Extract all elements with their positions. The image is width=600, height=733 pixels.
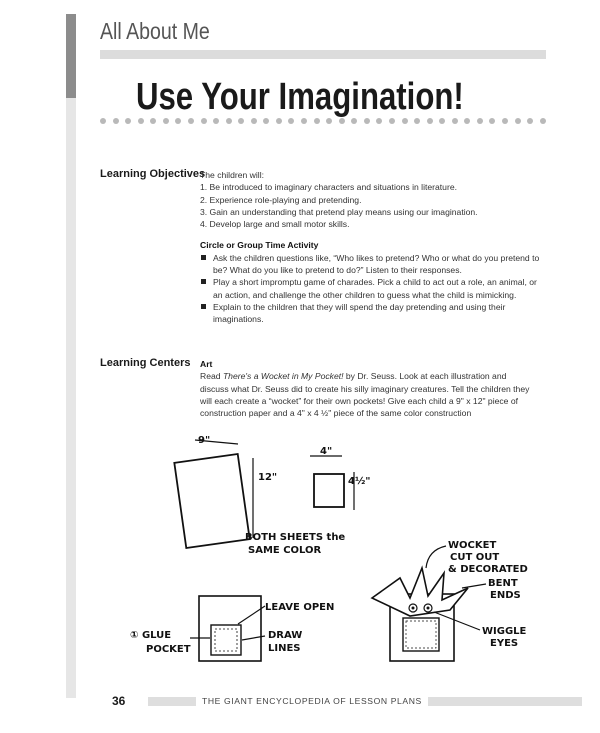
divider-dot: [414, 118, 420, 124]
dim-4-label: 4": [320, 446, 333, 457]
bullet-square-icon: [201, 255, 206, 260]
objective-item: 4. Develop large and small motor skills.: [200, 219, 350, 230]
divider-dot: [113, 118, 119, 124]
divider-dot: [452, 118, 458, 124]
divider-dot: [226, 118, 232, 124]
divider-dot: [201, 118, 207, 124]
bullet-square-icon: [201, 304, 206, 309]
divider-dot: [314, 118, 320, 124]
dotted-divider: [100, 118, 546, 126]
small-sheet: [314, 474, 344, 507]
dim-4half-label: 4½": [348, 476, 371, 487]
header-rule: [100, 50, 546, 59]
objective-item: 1. Be introduced to imaginary characters and situations in literature.: [200, 182, 457, 193]
bent-label-line1: BENT: [488, 578, 518, 589]
divider-dot: [100, 118, 106, 124]
sidebar-light-bar: [66, 98, 76, 698]
page-number: 36: [112, 694, 148, 710]
divider-dot: [376, 118, 382, 124]
book-title: There's a Wocket in My Pocket!: [222, 371, 344, 382]
art-paragraph: Read There's a Wocket in My Pocket! by Dr. Seuss. Look at each illustration and discuss what Dr. Seuss did to create his silly imaginary creatures. Tell the children they will each create a “wocket” for their own pockets! Give each child a 9" x 12" piece of construction paper and a 4" x 4 ½" piece of the same color construction: [200, 371, 530, 419]
divider-dot: [439, 118, 445, 124]
divider-dot: [213, 118, 219, 124]
glue-label-line2: POCKET: [146, 644, 191, 655]
objectives-label: Learning Objectives: [100, 168, 206, 180]
circle-bullet: Explain to the children that they will spend the day pretending and using their imaginations.: [200, 301, 540, 326]
wocket-label-line1: WOCKET: [448, 540, 497, 551]
divider-dot: [251, 118, 257, 124]
wocket-label-line2: CUT OUT: [450, 552, 500, 563]
divider-dot: [238, 118, 244, 124]
divider-dot: [301, 118, 307, 124]
divider-dot: [175, 118, 181, 124]
wocket-label-line3: & DECORATED: [448, 564, 528, 575]
divider-dot: [477, 118, 483, 124]
circle-bullet: Ask the children questions like, “Who likes to pretend? Who or what do you pretend to be? What do you like to pretend to do?” Listen to their responses.: [200, 252, 540, 277]
same-color-line1: BOTH SHEETS the: [245, 532, 346, 543]
bent-label-line2: ENDS: [490, 590, 521, 601]
divider-dot: [150, 118, 156, 124]
divider-dot: [263, 118, 269, 124]
divider-dot: [276, 118, 282, 124]
divider-dot: [288, 118, 294, 124]
divider-dot: [138, 118, 144, 124]
same-color-line2: SAME COLOR: [248, 545, 322, 556]
footer-book-title: THE GIANT ENCYCLOPEDIA OF LESSON PLANS: [196, 696, 428, 706]
bullet-square-icon: [201, 279, 206, 284]
divider-dot: [540, 118, 546, 124]
pupil-left: [412, 607, 415, 610]
divider-dot: [489, 118, 495, 124]
objectives-block: [200, 169, 540, 326]
divider-dot: [402, 118, 408, 124]
divider-dot: [464, 118, 470, 124]
divider-dot: [125, 118, 131, 124]
divider-dot: [163, 118, 169, 124]
divider-dot: [339, 118, 345, 124]
wiggle-label-line2: EYES: [490, 638, 519, 649]
circle-bullet: Play a short impromptu game of charades. Pick a child to act out a role, an animal, or an action, and challenge the other children to guess what the child is mimicking.: [200, 276, 540, 301]
circle-time-heading: Circle or Group Time Activity: [200, 240, 319, 251]
centers-block: [200, 358, 530, 419]
divider-dot: [389, 118, 395, 124]
section-title: All About Me: [100, 18, 210, 44]
divider-dot: [364, 118, 370, 124]
divider-dot: [188, 118, 194, 124]
final-pocket: [403, 618, 439, 651]
draw-label-line2: LINES: [268, 643, 301, 654]
objectives-intro: The children will:: [200, 170, 264, 180]
divider-dot: [527, 118, 533, 124]
large-sheet: [174, 454, 249, 548]
wocket-craft-illustration: [110, 428, 550, 673]
divider-dot: [515, 118, 521, 124]
draw-label-line1: DRAW: [268, 630, 303, 641]
pocket: [211, 625, 241, 655]
divider-dot: [502, 118, 508, 124]
divider-dot: [427, 118, 433, 124]
centers-label: Learning Centers: [100, 357, 191, 369]
dim-12-label: 12": [258, 472, 278, 483]
page-title-text: Use Your Imagination!: [136, 76, 464, 118]
bent-arrow: [462, 584, 486, 588]
page-title: [0, 76, 600, 119]
divider-dot: [326, 118, 332, 124]
art-heading: Art: [200, 359, 213, 369]
pupil-right: [427, 607, 430, 610]
glue-label-line1: ① GLUE: [130, 630, 172, 641]
wocket-arrow: [426, 546, 446, 568]
objective-item: 2. Experience role-playing and pretending.: [200, 194, 362, 205]
divider-dot: [351, 118, 357, 124]
dim-9-label: 9": [198, 435, 211, 446]
objective-item: 3. Gain an understanding that pretend play means using our imagination.: [200, 206, 478, 217]
wiggle-label-line1: WIGGLE: [482, 626, 527, 637]
leave-open-label: LEAVE OPEN: [265, 602, 335, 613]
